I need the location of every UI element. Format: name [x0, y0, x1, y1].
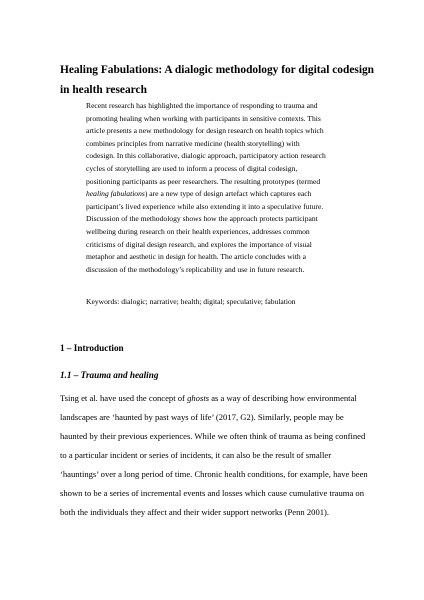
keywords: Keywords: dialogic; narrative; health; digital; speculative; fabulation — [86, 297, 296, 306]
body-text-continued: as a way of describing how environmental landscapes are ‘haunted by past ways of life’ (2017, G2). Similarly, people may be haunted by their previous experiences. While we often think of trauma as being confined to a particular incident or series of incidents, it can also be the result of smaller ‘hauntings’ over a long period of time. Chronic health conditions, for example, have been shown to be a series of incremental events and losses which cause cumulative trauma on both the individuals they affect and their wider support networks (Penn 2001). — [60, 393, 368, 517]
section-heading: 1 – Introduction — [60, 343, 124, 353]
subsection-heading: 1.1 – Trauma and healing — [60, 370, 159, 380]
body-italic-term: ghosts — [187, 393, 210, 403]
abstract-text-continued: ) are a new type of design artefact which captures each participant’s lived experience while also extending it into a speculative future. Discussion of the methodology shows how the approach protects participant wellbeing during research on their health experiences, addresses common criticisms of digital design research, and explores the importance of visual metaphor and aesthetic in design for health. The article concludes with a discussion of the methodology’s replicability and use in future research. — [86, 189, 324, 274]
abstract-italic-term: healing fabulations — [86, 189, 145, 199]
body-paragraph — [60, 389, 368, 522]
body-text: Tsing et al. have used the concept of — [60, 393, 188, 403]
paper-title: Healing Fabulations: A dialogic methodology for digital codesign in health research — [60, 64, 375, 96]
abstract-text: Recent research has highlighted the importance of responding to trauma and promoting healing when working with participants in sensitive contexts. This article presents a new methodology for design research on health topics which combines principles from narrative medicine (health storytelling) with codesign. In this collaborative, dialogic approach, participatory action research cycles of storytelling are used to inform a process of digital codesign, positioning participants as peer researchers. The resulting prototypes (termed — [86, 101, 326, 186]
abstract — [86, 100, 326, 276]
